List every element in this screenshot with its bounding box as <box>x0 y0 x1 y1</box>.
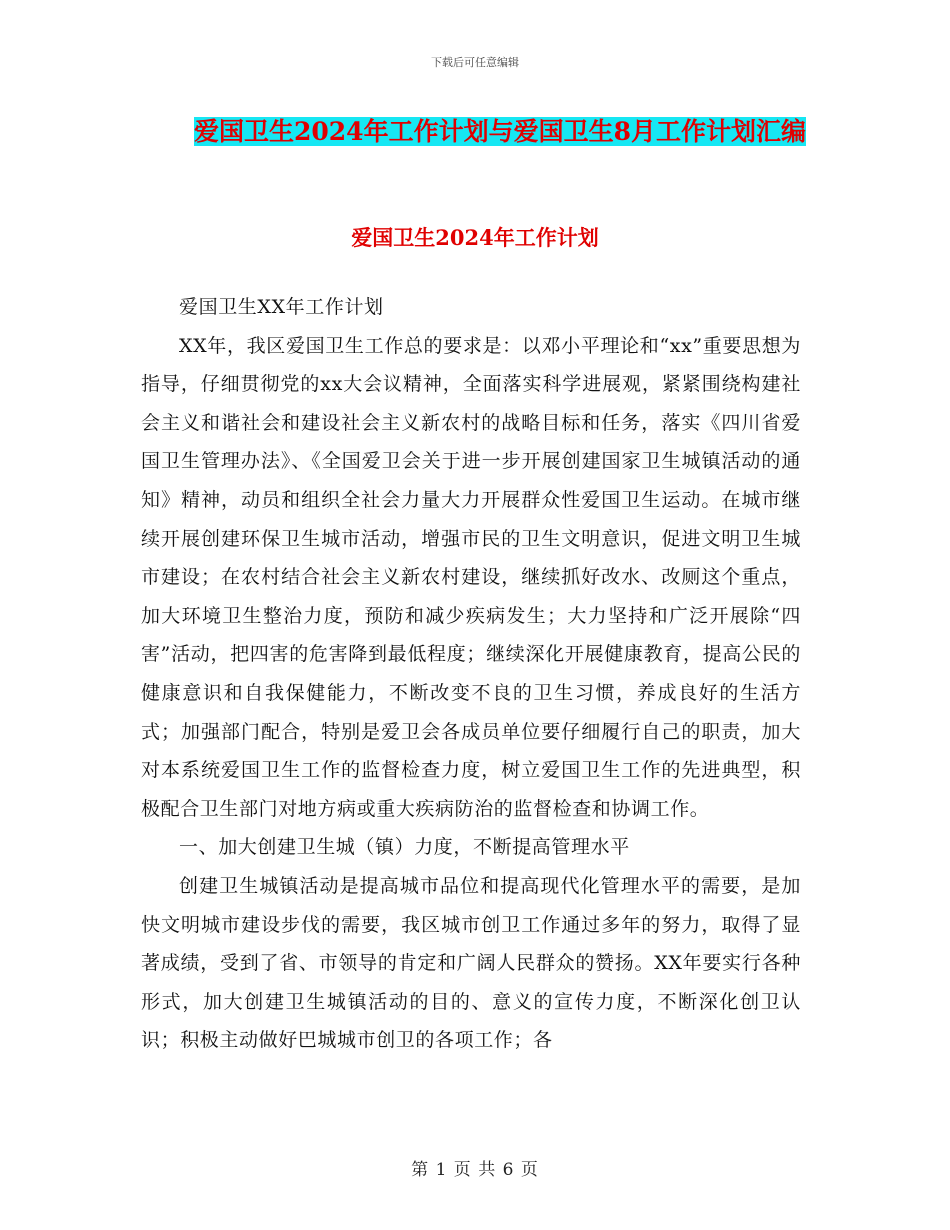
document-body <box>141 288 801 1060</box>
paragraph: 创建卫生城镇活动是提高城市品位和提高现代化管理水平的需要，是加快文明城市建设步伐的需要，我区城市创卫工作通过多年的努力，取得了显著成绩，受到了省、市领导的肯定和广阔人民群众的赞扬。XX年要实行各种形式，加大创建卫生城镇活动的目的、意义的宣传力度，不断深化创卫认识；积极主动做好巴城城市创卫的各项工作；各 <box>141 874 801 1052</box>
header-note: 下载后可任意编辑 <box>431 56 519 69</box>
section-title: 爱国卫生2024年工作计划 <box>351 225 599 250</box>
document-title <box>140 110 860 154</box>
page-footer: 第 1 页 共 6 页 <box>411 1160 539 1180</box>
section-heading: 一、加大创建卫生城（镇）力度，不断提高管理水平 <box>179 836 630 859</box>
paragraph: 爱国卫生XX年工作计划 <box>179 296 384 318</box>
paragraph: XX年，我区爱国卫生工作总的要求是：以邓小平理论和“xx”重要思想为指导，仔细贯彻党的xx大会议精神，全面落实科学进展观，紧紧围绕构建社会主义和谐社会和建设社会主义新农村的战略目标和任务，落实《四川省爱国卫生管理办法》、《全国爱卫会关于进一步开展创建国家卫生城镇活动的通知》精神，动员和组织全社会力量大力开展群众性爱国卫生运动。在城市继续开展创建环保卫生城市活动，增强市民的卫生文明意识，促进文明卫生城市建设；在农村结合社会主义新农村建设，继续抓好改水、改厕这个重点，加大环境卫生整治力度，预防和减少疾病发生；大力坚持和广泛开展除“四害”活动，把四害的危害降到最低程度；继续深化开展健康教育，提高公民的健康意识和自我保健能力，不断改变不良的卫生习惯，养成良好的生活方式；加强部门配合，特别是爱卫会各成员单位要仔细履行自己的职责，加大对本系统爱国卫生工作的监督检查力度，树立爱国卫生工作的先进典型，积极配合卫生部门对地方病或重大疾病防治的监督检查和协调工作。 <box>141 334 801 820</box>
document-title-text: 爱国卫生2024年工作计划与爱国卫生8月工作计划汇编 <box>194 117 806 146</box>
